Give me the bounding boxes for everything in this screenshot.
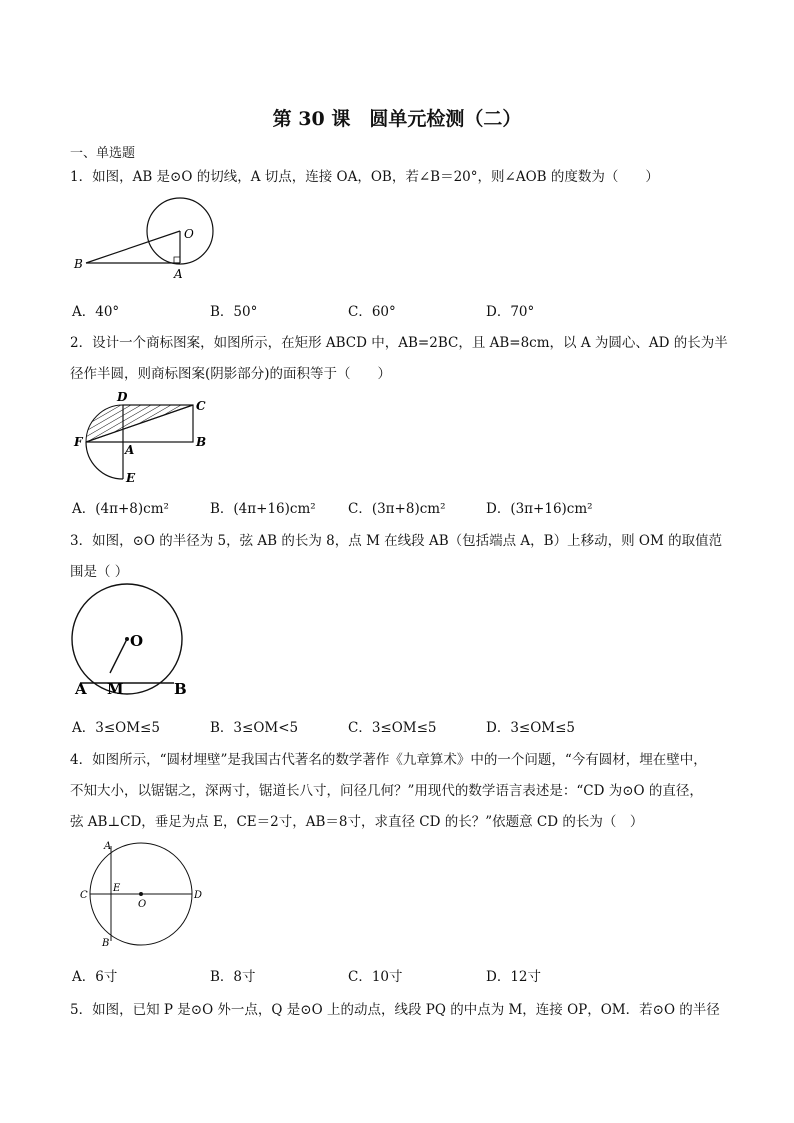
question-4-line-1: 4．如图所示，“圆材埋壁”是我国古代著名的数学著作《九章算术》中的一个问题，“今有圆材，埋在壁中， (70, 752, 707, 768)
q1-right-angle (174, 257, 180, 263)
q4-label-o: O (138, 899, 147, 910)
q4-diagram (76, 838, 216, 950)
q4-option-c: C．10寸 (348, 969, 403, 985)
question-4-line-2: 不知大小，以锯锯之，深两寸，锯道长八寸，问径几何？”用现代的数学语言表述是：“CD 为⊙O 的直径， (70, 783, 703, 799)
q2-label-a: A (125, 443, 135, 457)
q4-option-a: A．6寸 (72, 969, 118, 985)
q4-label-d: D (194, 890, 203, 901)
q3-segment-om (110, 639, 127, 673)
q3-label-o: O (130, 632, 144, 650)
q2-label-c: C (196, 399, 206, 413)
q1-label-a: A (174, 267, 183, 281)
q1-label-o: O (184, 227, 194, 241)
question-3-line-2: 围是（ ） (70, 564, 129, 580)
q4-label-c: C (80, 890, 88, 901)
q2-diagram (70, 388, 220, 488)
q3-label-m: M (107, 680, 124, 698)
q4-option-d: D．12寸 (486, 969, 542, 985)
question-3-line-1: 3．如图，⊙O 的半径为 5，弦 AB 的长为 8，点 M 在线段 AB（包括端点 A，B）上移动，则 OM 的取值范 (70, 533, 723, 549)
page-title: 第 30 课 圆单元检测（二） (272, 108, 522, 130)
q1-option-b: B．50° (210, 304, 258, 320)
q2-label-b: B (196, 435, 207, 449)
question-2-line-1: 2．设计一个商标图案，如图所示，在矩形 ABCD 中，AB=2BC，且 AB=8cm，以 A 为圆心、AD 的长为半 (70, 335, 728, 351)
q1-label-b: B (74, 257, 83, 271)
q2-label-e: E (126, 471, 136, 485)
q2-label-d: D (117, 390, 128, 404)
question-1-text: 1．如图，AB 是⊙O 的切线，A 切点，连接 OA，OB，若∠B＝20°，则∠AOB 的度数为（ ） (70, 169, 659, 185)
q3-diagram (70, 584, 200, 702)
q3-point-o (125, 637, 129, 641)
q3-option-a: A．3≤OM≤5 (72, 720, 160, 736)
question-2-line-2: 径作半圆，则商标图案(阴影部分)的面积等于（ ） (70, 366, 392, 382)
q3-option-c: C．3≤OM≤5 (348, 720, 437, 736)
q1-option-a: A．40° (72, 304, 120, 320)
question-4-line-3: 弦 AB⊥CD，垂足为点 E，CE＝2寸，AB＝8寸，求直径 CD 的长？”依题意 CD 的长为（ ） (70, 814, 644, 830)
section-heading: 一、单选题 (70, 146, 136, 161)
q1-option-c: C．60° (348, 304, 396, 320)
q4-point-o (139, 892, 143, 896)
q4-option-b: B．8寸 (210, 969, 256, 985)
q2-option-d: D．(3π+16)cm² (486, 501, 593, 517)
question-5-line-1: 5．如图，已知 P 是⊙O 外一点，Q 是⊙O 上的动点，线段 PQ 的中点为 M，连接 OP，OM．若⊙O 的半径 (70, 1002, 720, 1018)
q2-lower-semicircle (86, 442, 123, 479)
q2-label-f: F (74, 435, 83, 449)
q1-line-ob (86, 231, 180, 263)
q3-option-d: D．3≤OM≤5 (486, 720, 576, 736)
q2-option-b: B．(4π+16)cm² (210, 501, 316, 517)
q4-label-e: E (113, 883, 121, 894)
q1-diagram (70, 192, 220, 284)
q1-option-d: D．70° (486, 304, 535, 320)
q2-option-c: C．(3π+8)cm² (348, 501, 446, 517)
q2-option-a: A．(4π+8)cm² (72, 501, 169, 517)
q3-label-a: A (75, 680, 87, 698)
q3-label-b: B (174, 680, 187, 698)
q4-label-b: B (102, 938, 110, 949)
q3-option-b: B．3≤OM<5 (210, 720, 299, 736)
q4-label-a: A (104, 841, 112, 852)
